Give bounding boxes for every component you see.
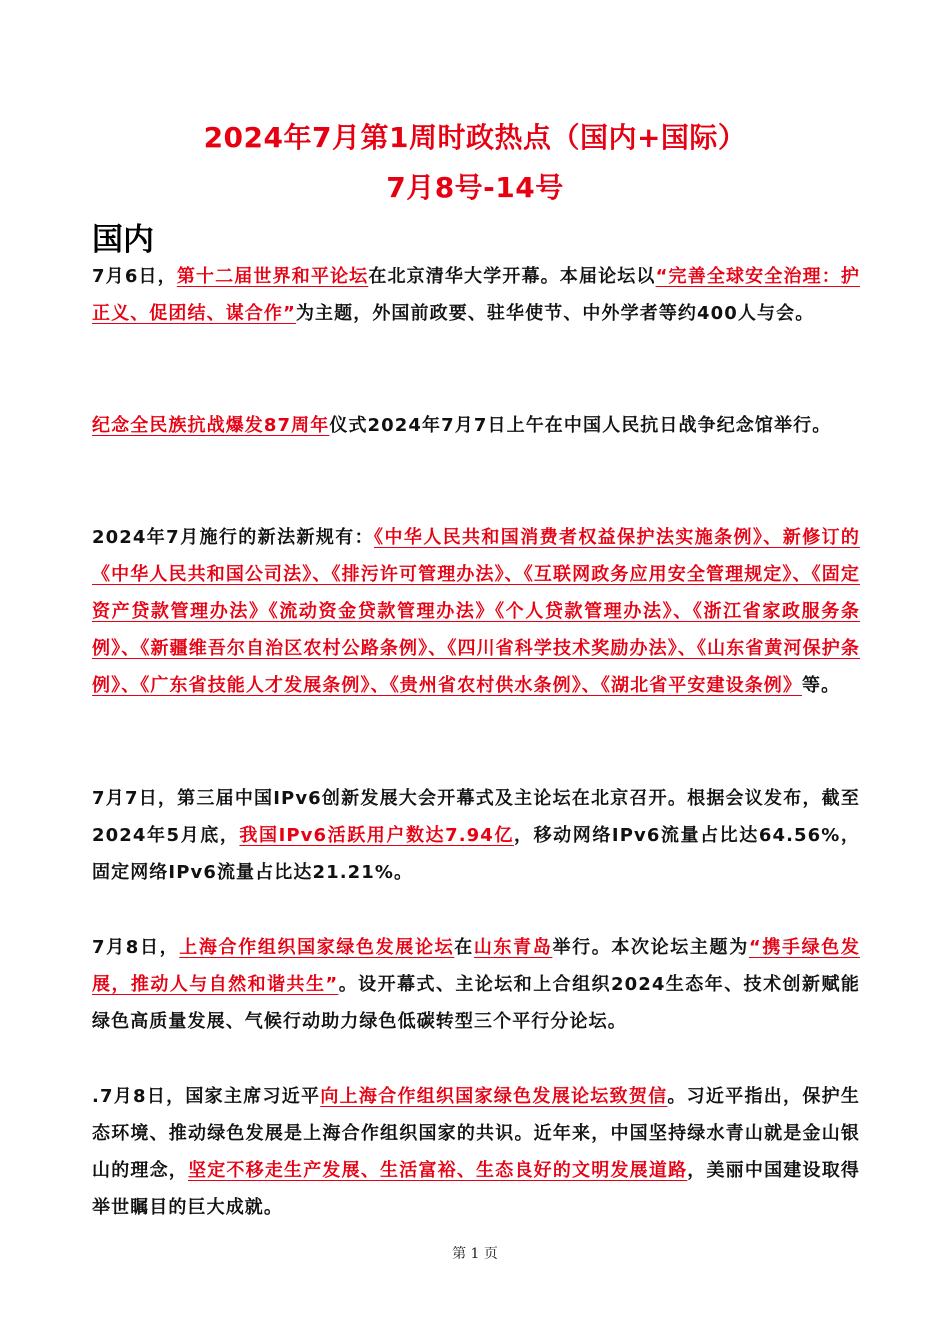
highlight-text: “携手绿色发展，推动人与自然和谐共生”	[92, 937, 860, 995]
paragraph-text: 7月6日，	[92, 266, 177, 287]
paragraph-text: 。习近平指出，保护生态环境、推动绿色发展是上海合作组织国家的共识。近年来，中国坚持绿水青山就是金山银山的理念，	[92, 1086, 860, 1181]
paragraph-text: .7月8日，国家主席习近平	[92, 1086, 321, 1107]
section-heading-domestic: 国内	[92, 222, 154, 258]
highlight-text: 坚定不移走生产发展、生活富裕、生态良好的文明发展道路	[188, 1160, 688, 1181]
paragraph-text: 举行。本次论坛主题为	[552, 937, 749, 958]
paragraph-text: 7月7日，第三届中国IPv6创新发展大会开幕式及主论坛在北京召开。根据会议发布，截至2024年5月底，	[92, 788, 860, 846]
paragraph-text: 7月8日，	[92, 937, 180, 958]
page-subtitle-date-range: 7月8号-14号	[386, 171, 564, 204]
news-paragraph	[92, 929, 860, 1040]
highlight-text: 《中华人民共和国消费者权益保护法实施条例》、新修订的《中华人民共和国公司法》、《排污许可管理办法》、《互联网政务应用安全管理规定》、《固定资产贷款管理办法》《流动资金贷款管理办法》《个人贷款管理办法》、《浙江省家政服务条例》、《新疆维吾尔自治区农村公路条例》、《四川省科学技术奖励办法》、《山东省黄河保护条例》、《广东省技能人才发展条例》、《贵州省农村供水条例》、《湖北省平安建设条例》	[92, 527, 860, 696]
page-number: 第 1 页	[452, 1246, 498, 1262]
news-paragraph	[92, 407, 860, 444]
news-paragraph	[92, 780, 860, 891]
paragraph-text: 仪式2024年7月7日上午在中国人民抗日战争纪念馆举行。	[329, 415, 832, 436]
paragraph-text: 在北京清华大学开幕。本届论坛以	[368, 266, 656, 287]
highlight-text: 我国IPv6活跃用户数达7.94亿	[239, 825, 514, 846]
paragraph-text: ，移动网络IPv6流量占比达64.56%，固定网络IPv6流量占比达21.21%。	[92, 825, 860, 883]
highlight-text: 纪念全民族抗战爆发87周年	[92, 415, 330, 436]
paragraph-text: 为主题，外国前政要、驻华使节、中外学者等约400人与会。	[295, 303, 815, 324]
news-paragraph	[92, 1078, 860, 1226]
paragraph-text: 。设开幕式、主论坛和上合组织2024生态年、技术创新赋能绿色高质量发展、气候行动助力绿色低碳转型三个平行分论坛。	[92, 974, 860, 1032]
news-paragraph	[92, 258, 860, 332]
highlight-text: “完善全球安全治理：护正义、促团结、谋合作”	[92, 266, 860, 324]
highlight-text: 向上海合作组织国家绿色发展论坛致贺信	[320, 1086, 668, 1107]
highlight-text: 山东青岛	[473, 937, 553, 958]
paragraph-text: 2024年7月施行的新法新规有：	[92, 527, 375, 548]
paragraph-text: ，美丽中国建设取得举世瞩目的巨大成就。	[92, 1160, 860, 1218]
highlight-text: 第十二届世界和平论坛	[176, 266, 369, 287]
page-title: 2024年7月第1周时政热点（国内+国际）	[203, 121, 747, 154]
paragraph-text: 在	[454, 937, 474, 958]
highlight-text: 上海合作组织国家绿色发展论坛	[179, 937, 455, 958]
news-paragraph	[92, 519, 860, 704]
paragraph-text: 等。	[802, 675, 841, 696]
